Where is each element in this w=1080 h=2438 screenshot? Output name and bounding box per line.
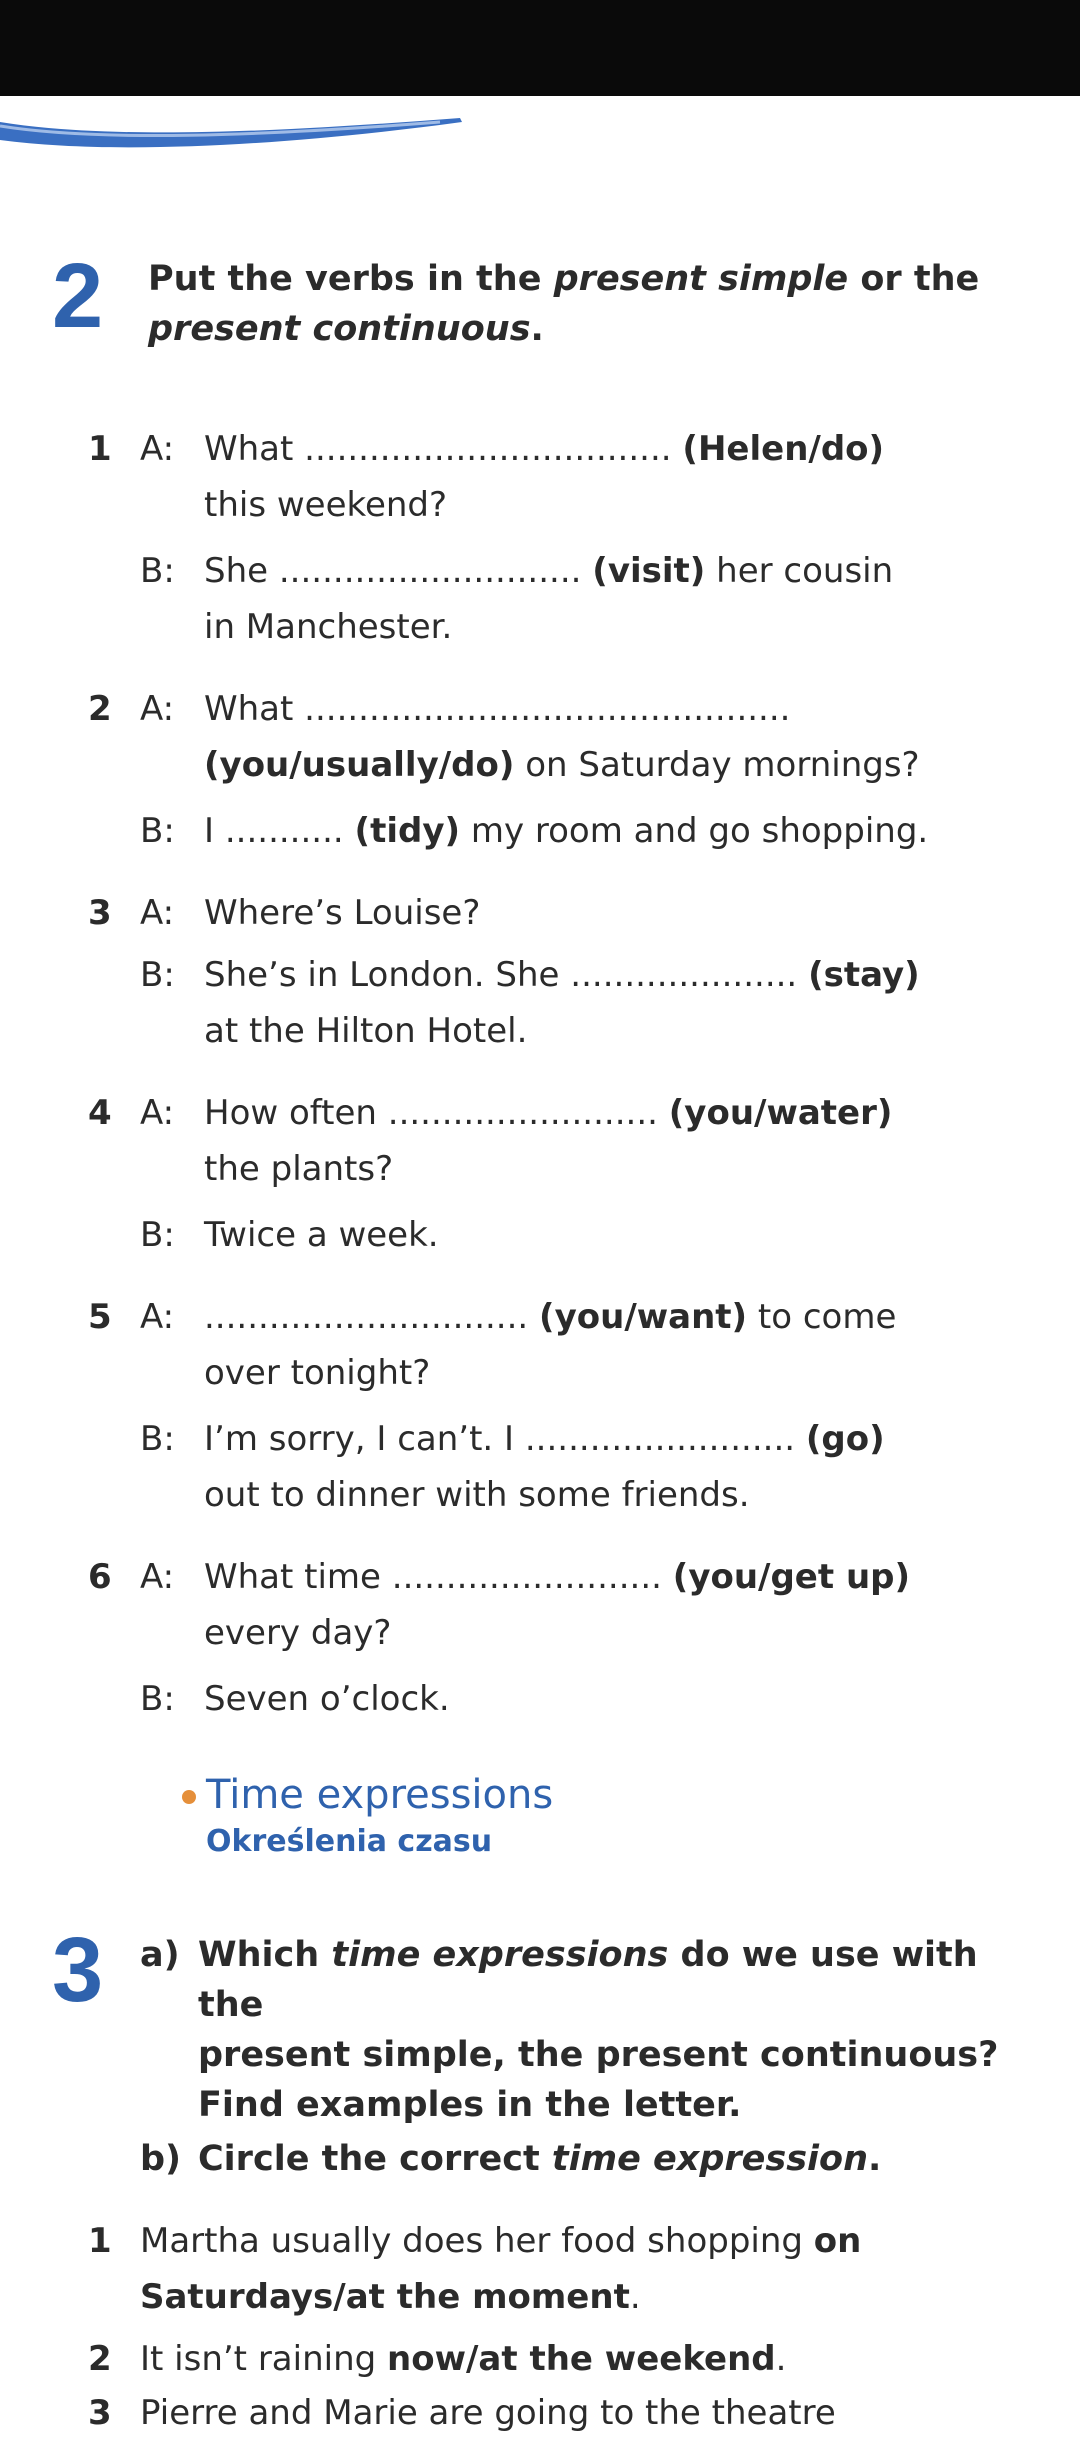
exercise-line: Where’s Louise?: [204, 893, 481, 933]
part-a-label: a): [140, 1935, 180, 1975]
speaker-b: B:: [140, 1419, 175, 1459]
speaker-b: B:: [140, 955, 175, 995]
exercise-line: Twice a week.: [204, 1215, 439, 1255]
part-b-label: b): [140, 2139, 182, 2179]
exercise-line: She’s in London. She ..................... (stay): [204, 955, 920, 995]
part-b-instruction: Circle the correct time expression.: [198, 2139, 882, 2179]
list-item: 3: [88, 2393, 112, 2433]
exercise-line: I’m sorry, I can’t. I ......................... (go): [204, 1419, 885, 1459]
section-subtitle: Określenia czasu: [206, 1824, 493, 1859]
part-a-instruction: Which time expressions do we use with the present simple, the present continuous? Find examples in the letter.: [198, 1935, 999, 2125]
speaker-a: A:: [140, 689, 175, 729]
list-item: 5: [88, 1297, 112, 1337]
exercise-line: Martha usually does her food shopping on: [140, 2221, 862, 2261]
list-item: 2: [88, 2339, 112, 2379]
exercise-line: Saturdays/at the moment.: [140, 2277, 641, 2317]
speaker-a: A:: [140, 1297, 175, 1337]
exercise-line: Seven o’clock.: [204, 1679, 450, 1719]
list-item: 4: [88, 1093, 112, 1133]
exercise-line: What time ......................... (you/get up): [204, 1557, 911, 1597]
exercise-3-number: 3: [52, 1919, 104, 2021]
exercise-line: I ........... (tidy) my room and go shopping.: [204, 811, 929, 851]
speaker-b: B:: [140, 551, 175, 591]
speaker-b: B:: [140, 1215, 175, 1255]
section-title: Time expressions: [206, 1772, 554, 1818]
speaker-a: A:: [140, 1093, 175, 1133]
exercise-line: this weekend?: [204, 485, 448, 525]
exercise-line: Pierre and Marie are going to the theatre: [140, 2393, 836, 2433]
speaker-b: B:: [140, 811, 175, 851]
decorative-swoosh: [0, 96, 470, 176]
bullet-icon: [182, 1790, 196, 1804]
exercise-line: over tonight?: [204, 1353, 431, 1393]
list-item: 2: [88, 689, 112, 729]
exercise-line: out to dinner with some friends.: [204, 1475, 750, 1515]
top-black-bar: [0, 0, 1080, 96]
list-item: 3: [88, 893, 112, 933]
exercise-line: What .............................................: [204, 689, 791, 729]
exercise-line: It isn’t raining now/at the weekend.: [140, 2339, 787, 2379]
exercise-line: What .................................. (Helen/do): [204, 429, 885, 469]
exercise-line: .............................. (you/want) to come: [204, 1297, 897, 1337]
list-item: 6: [88, 1557, 112, 1597]
speaker-a: A:: [140, 429, 175, 469]
exercise-line: at the Hilton Hotel.: [204, 1011, 528, 1051]
exercise-line: (you/usually/do) on Saturday mornings?: [204, 745, 920, 785]
exercise-2-instruction: Put the verbs in the present simple or the present continuous.: [148, 259, 980, 349]
exercise-line: She ............................ (visit) her cousin: [204, 551, 894, 591]
exercise-line: How often ......................... (you/water): [204, 1093, 893, 1133]
speaker-a: A:: [140, 893, 175, 933]
exercise-line: in Manchester.: [204, 607, 453, 647]
exercise-line: every day?: [204, 1613, 392, 1653]
exercise-line: the plants?: [204, 1149, 394, 1189]
list-item: 1: [88, 429, 112, 469]
speaker-b: B:: [140, 1679, 175, 1719]
list-item: 1: [88, 2221, 112, 2261]
exercise-2-number: 2: [52, 245, 104, 347]
speaker-a: A:: [140, 1557, 175, 1597]
